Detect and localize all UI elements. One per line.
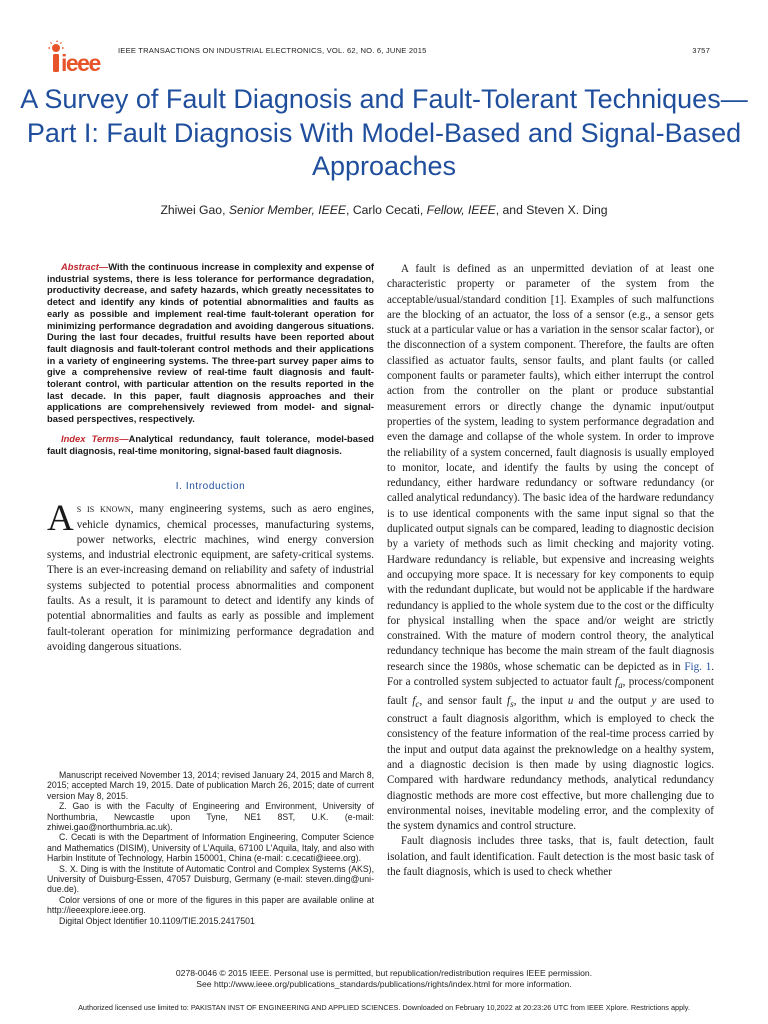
footnote-manuscript: Manuscript received November 13, 2014; revised January 24, 2015 and March 8, 2015; accepted March 19, 2015. Date of publication March 26, 2015; date of current version May 8, 2015. bbox=[47, 770, 374, 801]
drop-cap: A bbox=[47, 498, 74, 540]
index-terms-text: Analytical redundancy, fault tolerance, model-based fault diagnosis, real-time monitoring, signal-based fault diagnosis. bbox=[47, 433, 374, 456]
running-header bbox=[118, 46, 710, 55]
footnote-doi: Digital Object Identifier 10.1109/TIE.2015.2417501 bbox=[59, 915, 255, 926]
author-line: Zhiwei Gao, Senior Member, IEEE, Carlo Cecati, Fellow, IEEE, and Steven X. Ding bbox=[160, 203, 608, 217]
index-terms bbox=[47, 434, 374, 457]
body-paragraph-2: Fault diagnosis includes three tasks, that is, fault detection, fault isolation, and fault identification. Fault detection is the most basic task of the fault diagnosis, which is used to check whether bbox=[387, 835, 714, 878]
license-notice: Authorized licensed use limited to: PAKISTAN INST OF ENGINEERING AND APPLIED SCIENCES. Downloaded on February 10,2022 at 20:23:26 UTC from IEEE Xplore. Restrictions apply. bbox=[78, 1003, 690, 1012]
footnote-color: Color versions of one or more of the figures in this paper are available online at http://ieeexplore.ieee.org. bbox=[47, 894, 374, 916]
left-column bbox=[47, 262, 374, 655]
ieee-logo bbox=[47, 40, 105, 76]
introduction-paragraph: As is known, many engineering systems, such as aero engines, vehicle dynamics, chemical processes, manufacturing systems, power networks, electric machines, wind energy conversion systems, and industrial electronic equipment, are safety-critical systems. There is an ever-increasing demand on reliability and safety of industrial systems subjected to potential process abnormalities and component faults. As a result, it is paramount to detect and identify any kinds of potential abnormalities and faults as early as possible and implement fault-tolerant operation for minimizing performance degradation and avoiding dangerous situations. bbox=[47, 498, 375, 653]
footnote-ding: S. X. Ding is with the Institute of Automatic Control and Complex Systems (AKS), University of Duisburg-Essen, 47057 Duisburg, Germany (e-mail: steven.ding@uni-due.de). bbox=[47, 863, 374, 895]
rights-url-line[interactable]: See http://www.ieee.org/publications_standards/publications/rights/index.html for more information. bbox=[196, 979, 572, 989]
figure-reference-link[interactable]: Fig. 1 bbox=[684, 660, 712, 673]
section-heading-introduction: I. Introduction bbox=[175, 481, 246, 493]
footnote-cecati: C. Cecati is with the Department of Information Engineering, Computer Science and Mathematics (DISIM), University of L'Aquila, 67100 L'Aquila, Italy, and also with Harbin Institute of Technology, Harbin 150001, China (e-mail: c.cecati@ieee.org). bbox=[47, 832, 374, 864]
copyright-footer bbox=[20, 968, 748, 990]
copyright-line: 0278-0046 © 2015 IEEE. Personal use is permitted, but republication/redistribution requires IEEE permission. bbox=[175, 968, 593, 978]
paper-title: A Survey of Fault Diagnosis and Fault-Tolerant Techniques—Part I: Fault Diagnosis With Model-Based and Signal-Based Approaches bbox=[20, 84, 748, 181]
abstract bbox=[47, 262, 374, 426]
journal-name: IEEE TRANSACTIONS ON INDUSTRIAL ELECTRONICS, VOL. 62, NO. 6, JUNE 2015 bbox=[118, 46, 427, 55]
right-column bbox=[387, 262, 714, 880]
body-paragraph-1: A fault is defined as an unpermitted deviation of at least one characteristic property or parameter of the system from the acceptable/usual/standard condition [1]. Examples of such malfunctions are the blocking of an actuator, the loss of a sensor (e.g., a sensor gets stuck at a particular value or has a variation in the sensor scalar factor), or the disconnection of a system component. Therefore, the faults are often classified as actuator faults, sensor faults, and plant faults (or called component faults or parameter faults), which either interrupt the control action from the controller on the plant or produce substantial measurement errors or directly change the dynamic input/output properties of the system, leading to system performance degradation and even the damage and collapse of the whole system. In order to improve the reliability of a system concerned, fault diagnosis is usually employed to monitor, locate, and identify the faults by using the concept of redundancy, either hardware redundancy or software redundancy (or called analytical redundancy). The basic idea of the hardware redundancy is to use identical components with the same input signal so that the duplicated output signals can be compared, leading to diagnostic decision by a variety of methods such as limit checking and majority voting. Hardware redundancy is reliable, but expensive and increasing weights and occupying more space. It is necessary for key components to equip with the redundant duplicate, but would not be applicable if the hardware redundancy is applied to the whole system due to the cost or the difficulty for physical installing when the space and/or weight are strictly constrained. With the mature of modern control theory, the analytical redundancy technique has become the main stream of the fault diagnosis research since the 1980s, whose schematic can be depicted as in Fig. 1. For a controlled system subjected to actuator fault $f_a$, process/component fault $f_c$, and sensor fault $f_s$, the input u and the output y are used to construct a fault diagnosis algorithm, which is employed to check the consistency of the feature information of the real-time process carried by the input and output data against the preknowledge on a healthy system, and a diagnostic decision is then made by using diagnostic logics. Compared with hardware redundancy methods, analytical redundancy diagnostic methods are more cost effective, but more challenging due to environmental noises, inevitable modeling error, and the complexity of the system dynamics and control structure. bbox=[387, 263, 714, 833]
abstract-text: With the continuous increase in complexity and expense of industrial systems, there is less tolerance for performance degradation, productivity decrease, and safety hazards, which greatly necessitates to detect and identify any kinds of potential abnormalities and faults as early as possible and implement real-time fault-tolerant operation for minimizing performance degradation and avoiding dangerous situations. During the last four decades, fruitful results have been reported about fault diagnosis and fault-tolerant control methods and their applications in a variety of engineering systems. The three-part survey paper aims to give a comprehensive review of real-time fault diagnosis and fault-tolerant control, with particular attention on the results reported in the last decade. In this paper, fault diagnosis approaches and their applications are comprehensively reviewed from model- and signal-based perspectives, respectively. bbox=[47, 262, 374, 425]
index-terms-label: Index Terms— bbox=[61, 433, 129, 444]
footnotes bbox=[47, 770, 374, 926]
footnote-gao: Z. Gao is with the Faculty of Engineering and Environment, University of Northumbria, Newcastle upon Tyne, NE1 8ST, U.K. (e-mail: zhiwei.gao@northumbria.ac.uk). bbox=[47, 801, 374, 833]
logo-text: ieee bbox=[61, 50, 100, 76]
page-number: 3757 bbox=[692, 46, 710, 55]
abstract-label: Abstract— bbox=[61, 262, 109, 272]
